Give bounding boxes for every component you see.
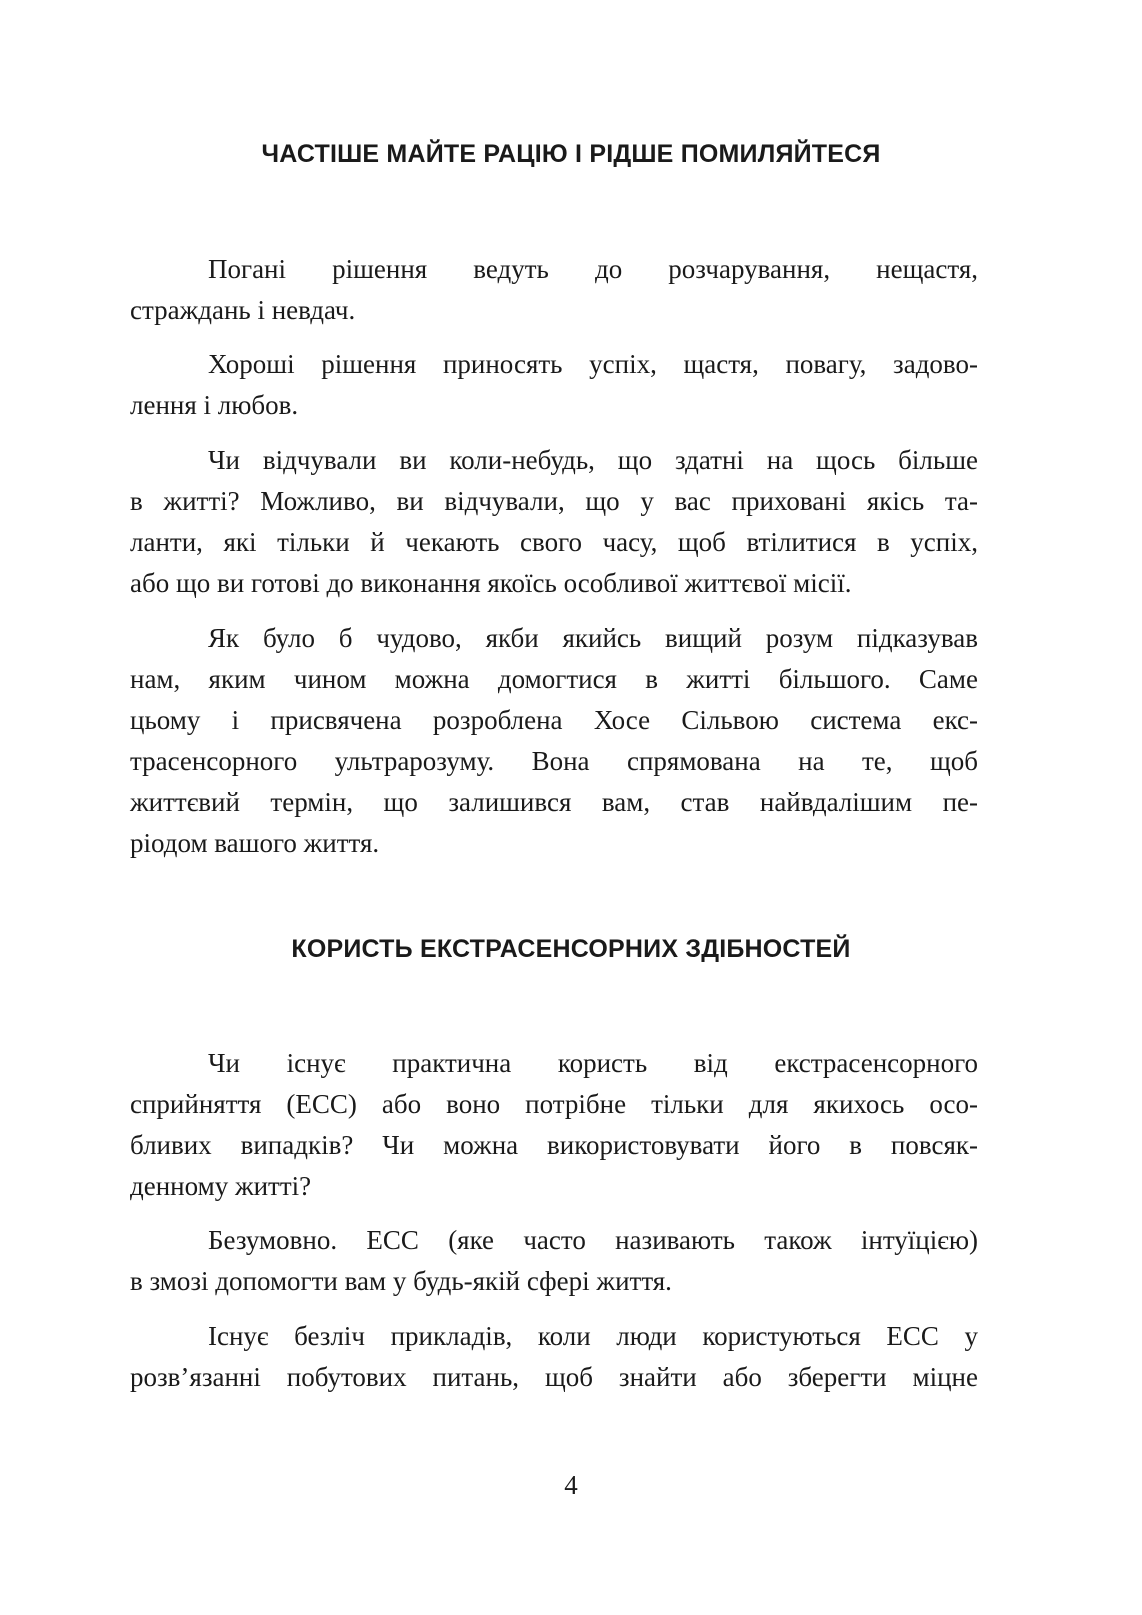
text-line: Чи існує практична користь від екстрасенсорного (208, 1048, 978, 1078)
text-line: бливих випадків? Чи можна використовувати його в повсяк- (130, 1130, 978, 1160)
text-line: Хороші рішення приносять успіх, щастя, повагу, задово- (208, 349, 978, 379)
text-line: ріодом вашого життя. (130, 828, 380, 858)
text-line: Погані рішення ведуть до розчарування, нещастя, (208, 254, 978, 284)
paragraph (130, 344, 978, 426)
text-line: сприйняття (ЕСС) або воно потрібне тільки для якихось осо- (130, 1089, 978, 1119)
text-line: трасенсорного ультрарозуму. Вона спрямована на те, щоб (130, 746, 978, 776)
text-line: денному житті? (130, 1171, 312, 1201)
text-line: Безумовно. ЕСС (яке часто називають також інтуїцією) (208, 1225, 978, 1255)
text-line: життєвий термін, що залишився вам, став найвдалішим пе- (130, 787, 978, 817)
section-heading: ЧАСТІШЕ МАЙТЕ РАЦІЮ І РІДШЕ ПОМИЛЯЙТЕСЯ (261, 140, 881, 168)
text-line: нам, яким чином можна домогтися в житті більшого. Саме (130, 664, 978, 694)
page-number: 4 (564, 1470, 578, 1500)
text-line: цьому і присвячена розроблена Хосе Сільвою система екс- (130, 705, 978, 735)
paragraph (130, 1316, 978, 1398)
text-line: або що ви готові до виконання якоїсь особливої життєвої місії. (130, 568, 852, 598)
text-line: в змозі допомогти вам у будь-якій сфері життя. (130, 1266, 672, 1296)
paragraph (130, 618, 978, 864)
text-line: Чи відчували ви коли-небудь, що здатні на щось більше (208, 445, 978, 475)
text-line: ланти, які тільки й чекають свого часу, щоб втілитися в успіх, (130, 527, 978, 557)
text-line: в житті? Можливо, ви відчували, що у вас приховані якісь та- (130, 486, 978, 516)
section-heading: КОРИСТЬ ЕКСТРАСЕНСОРНИХ ЗДІБНОСТЕЙ (291, 935, 851, 963)
text-line: страждань і невдач. (130, 295, 356, 325)
paragraph (130, 1220, 978, 1302)
paragraph (130, 249, 978, 331)
text-line: розв’язанні побутових питань, щоб знайти або зберегти міцне (130, 1362, 978, 1392)
text-line: Існує безліч прикладів, коли люди користуються ЕСС у (208, 1321, 978, 1351)
text-line: Як було б чудово, якби якийсь вищий розум підказував (208, 623, 978, 653)
text-line: лення і любов. (130, 390, 299, 420)
paragraph (130, 440, 978, 604)
paragraph (130, 1043, 978, 1207)
